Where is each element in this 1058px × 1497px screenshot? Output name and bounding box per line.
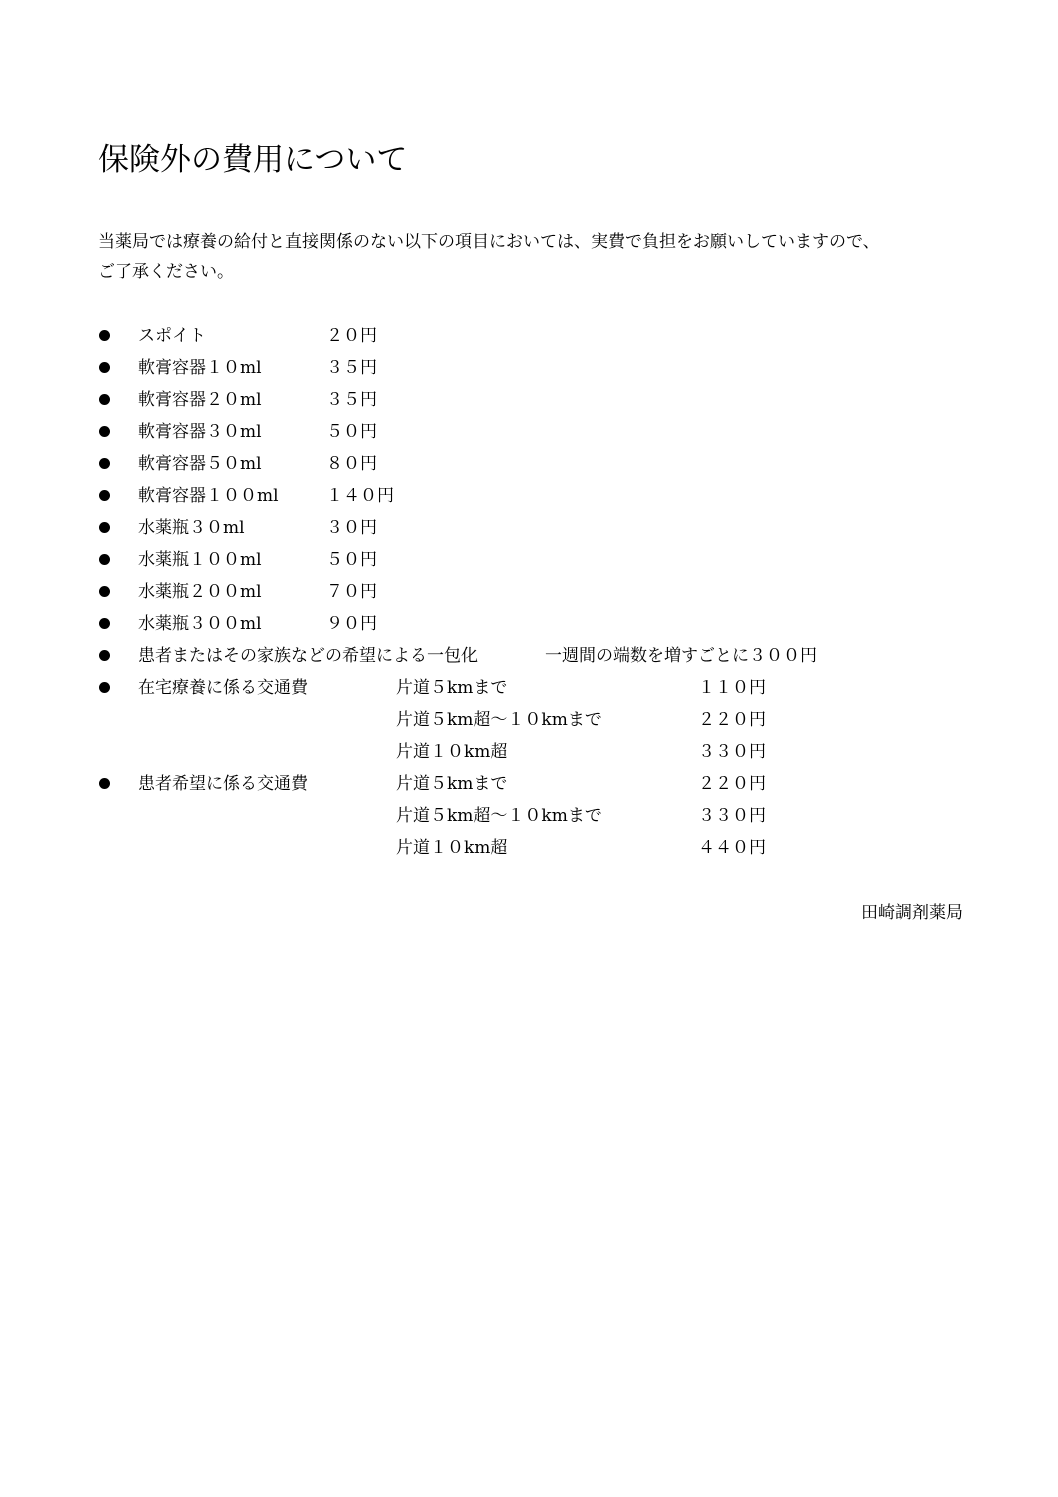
item-price: ３５円 — [326, 358, 377, 378]
transport-distance: 片道５km超～１０kmまで — [396, 806, 602, 826]
bullet-icon — [99, 618, 110, 629]
item-name: スポイト — [138, 326, 206, 346]
list-item — [98, 352, 978, 384]
transport-fee: ３３０円 — [698, 742, 766, 762]
transport-fee: １１０円 — [698, 678, 766, 698]
list-item — [98, 512, 978, 544]
packaging-name: 患者またはその家族などの希望による一包化 — [138, 646, 478, 666]
transport-distance: 片道１０km超 — [396, 742, 508, 762]
list-item — [98, 480, 978, 512]
item-price: ９０円 — [326, 614, 377, 634]
bullet-icon — [99, 554, 110, 565]
item-price: ７０円 — [326, 582, 377, 602]
item-price: ３０円 — [326, 518, 377, 538]
bullet-icon — [99, 586, 110, 597]
transport-distance: 片道５kmまで — [396, 774, 508, 794]
item-name: 軟膏容器１０ml — [138, 358, 262, 378]
bullet-icon — [99, 650, 110, 661]
transport-name: 在宅療養に係る交通費 — [138, 678, 308, 698]
bullet-icon — [99, 490, 110, 501]
transport-distance: 片道１０km超 — [396, 838, 508, 858]
item-name: 水薬瓶２００ml — [138, 582, 262, 602]
list-item — [98, 576, 978, 608]
transport-distance: 片道５km超～１０kmまで — [396, 710, 602, 730]
bullet-icon — [99, 394, 110, 405]
transport-fee: ４４０円 — [698, 838, 766, 858]
transport-name: 患者希望に係る交通費 — [138, 774, 308, 794]
list-item-transport-home — [98, 672, 978, 704]
transport-fee: ３３０円 — [698, 806, 766, 826]
item-price: ３５円 — [326, 390, 377, 410]
item-price: １４０円 — [326, 486, 394, 506]
transport-tier-row — [98, 736, 978, 768]
intro-line-1: 当薬局では療養の給付と直接関係のない以下の項目においては、実費で負担をお願いしていますので、 — [98, 232, 880, 252]
intro-line-2: ご了承ください。 — [98, 262, 234, 282]
intro-paragraph — [98, 227, 968, 287]
transport-fee: ２２０円 — [698, 774, 766, 794]
packaging-note: 一週間の端数を増すごとに３００円 — [545, 646, 817, 666]
transport-tier-row — [98, 704, 978, 736]
transport-fee: ２２０円 — [698, 710, 766, 730]
item-price: ５０円 — [326, 422, 377, 442]
list-item — [98, 608, 978, 640]
list-item — [98, 384, 978, 416]
item-name: 水薬瓶１００ml — [138, 550, 262, 570]
list-item-transport-request — [98, 768, 978, 800]
item-name: 軟膏容器１００ml — [138, 486, 279, 506]
page-title: 保険外の費用について — [98, 142, 408, 178]
transport-distance: 片道５kmまで — [396, 678, 508, 698]
list-item-packaging — [98, 640, 978, 672]
bullet-icon — [99, 362, 110, 373]
pharmacy-name: 田崎調剤薬局 — [861, 903, 963, 923]
item-price: ８０円 — [326, 454, 377, 474]
transport-tier-row — [98, 832, 978, 864]
bullet-icon — [99, 330, 110, 341]
bullet-icon — [99, 522, 110, 533]
list-item — [98, 416, 978, 448]
item-price: ５０円 — [326, 550, 377, 570]
list-item — [98, 544, 978, 576]
list-item — [98, 448, 978, 480]
bullet-icon — [99, 778, 110, 789]
item-name: 軟膏容器３０ml — [138, 422, 262, 442]
transport-tier-row — [98, 800, 978, 832]
item-name: 軟膏容器２０ml — [138, 390, 262, 410]
bullet-icon — [99, 682, 110, 693]
bullet-icon — [99, 458, 110, 469]
item-name: 水薬瓶３０ml — [138, 518, 245, 538]
list-item — [98, 320, 978, 352]
bullet-icon — [99, 426, 110, 437]
item-name: 軟膏容器５０ml — [138, 454, 262, 474]
item-name: 水薬瓶３００ml — [138, 614, 262, 634]
item-price: ２０円 — [326, 326, 377, 346]
fee-list — [98, 320, 978, 864]
